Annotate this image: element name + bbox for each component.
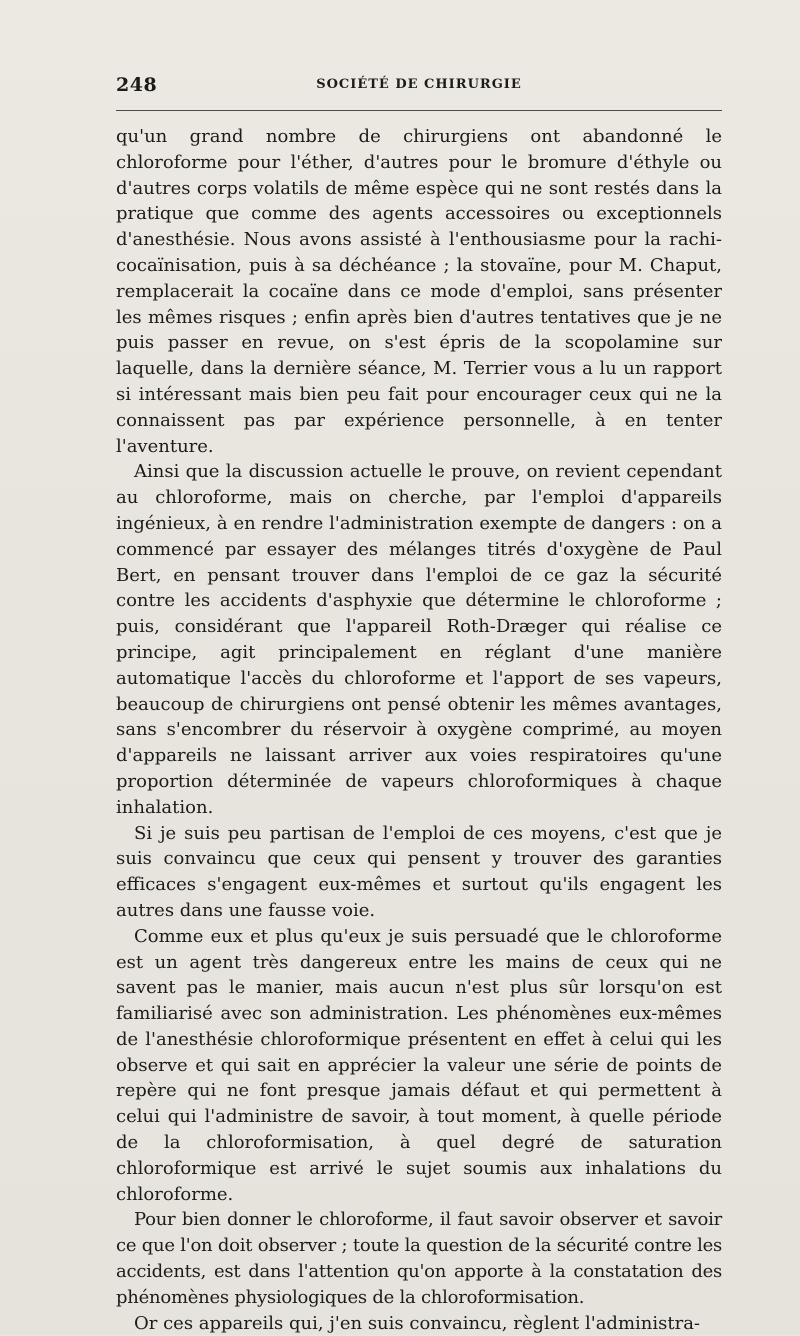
paragraph: Comme eux et plus qu'eux je suis persuadé que le chloroforme est un agent très dangereux entre les mains de ceux qui ne savent pas le manier, mais aucun n'est plus sûr lorsqu'on est familiarisé avec son administration. Les phénomènes eux-mêmes de l'anesthésie chloroformique présentent en effet à celui qui les observe et qui sait en apprécier la valeur une série de points de repère qui ne font presque jamais défaut et qui permettent à celui qui l'administre de savoir, à tout moment, à quelle période de la chloroformisation, à quel degré de saturation chloroformique est arrivé le sujet soumis aux inhalations du chloroforme. (116, 925, 722, 1205)
journal-title: SOCIÉTÉ DE CHIRURGIE (316, 77, 522, 92)
paragraph: Or ces appareils qui, j'en suis convaincu, règlent l'administra- (134, 1312, 701, 1334)
paragraph: qu'un grand nombre de chirurgiens ont abandonné le chloroforme pour l'éther, d'autres pour le bromure d'éthyle ou d'autres corps volatils de même espèce qui ne sont restés dans la pratique que comme des agents accessoires ou exceptionnels d'anesthésie. Nous avons assisté à l'enthousiasme pour la rachi-cocaïnisation, puis à sa déchéance ; la stovaïne, pour M. Chaput, remplacerait la cocaïne dans ce mode d'emploi, sans présenter les mêmes risques ; enfin après bien d'autres tentatives que je ne puis passer en revue, on s'est épris de la scopolamine sur laquelle, dans la dernière séance, M. Terrier vous a lu un rapport si intéressant mais bien peu fait pour encourager ceux qui ne la connaissent pas par expérience personnelle, à en tenter l'aventure. (116, 126, 722, 457)
paragraph: Ainsi que la discussion actuelle le prouve, on revient cependant au chloroforme, mais on cherche, par l'emploi d'appareils ingénieux, à en rendre l'administration exempte de dangers : on a commencé par essayer des mélanges titrés d'oxygène de Paul Bert, en pensant trouver dans l'emploi de ce gaz la sécurité contre les accidents d'asphyxie que détermine le chloroforme ; puis, considérant que l'appareil Roth-Dræger qui réalise ce principe, agit principalement en réglant d'une manière automatique l'accès du chloroforme et l'apport de ses vapeurs, beaucoup de chirurgiens ont pensé obtenir les mêmes avantages, sans s'encombrer du réservoir à oxygène comprimé, au moyen d'appareils ne laissant arriver aux voies respiratoires qu'une proportion déterminée de vapeurs chloroformiques à chaque inhalation. (116, 461, 722, 818)
paragraph: Pour bien donner le chloroforme, il faut savoir observer et savoir ce que l'on doit observer ; toute la question de la sécurité contre les accidents, est dans l'attention qu'on apporte à la constatation des phénomènes physiologiques de la chloroformisation. (116, 1209, 722, 1308)
running-head (116, 72, 722, 102)
body-text (116, 124, 722, 1336)
header-rule (116, 110, 722, 111)
paragraph: Si je suis peu partisan de l'emploi de ces moyens, c'est que je suis convaincu que ceux qui pensent y trouver des garanties efficaces s'engagent eux-mêmes et surtout qu'ils engagent les autres dans une fausse voie. (116, 822, 722, 921)
page-number: 248 (116, 74, 158, 96)
